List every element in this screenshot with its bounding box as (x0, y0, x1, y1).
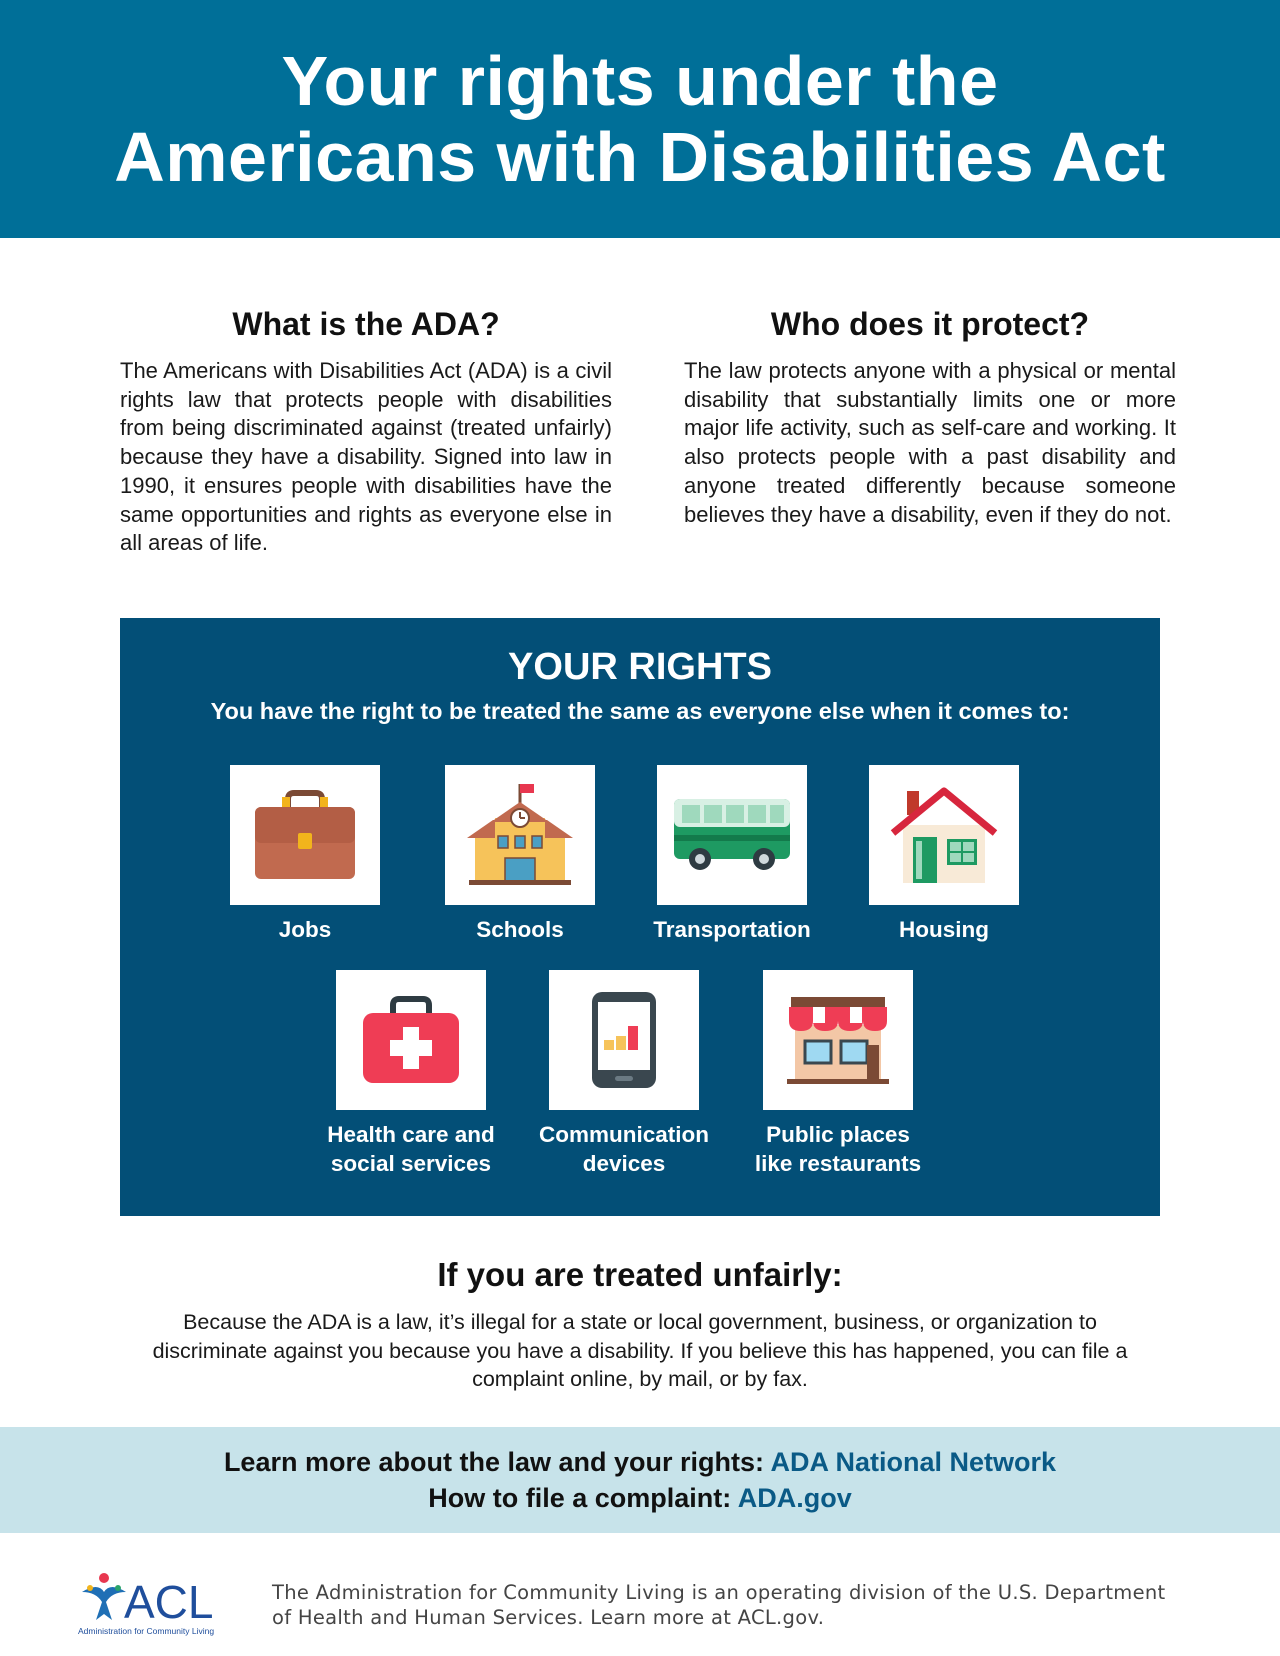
acl-logo (78, 1568, 223, 1638)
title-line-2: Americans with Disabilities Act (114, 118, 1166, 196)
who-protect-heading: Who does it protect? (770, 306, 1090, 342)
rights-item-jobs (230, 765, 380, 944)
who-protect-body: The law protects anyone with a physical or mental disability that substantially limits one or more major life activity, such as self-care and working. It also protects people with a past disability and anyone treated differently because someone believes they have a disability, even if they do not. (684, 358, 1176, 527)
treated-unfairly-section (0, 1256, 1280, 1394)
title-line-1: Your rights under the (281, 42, 999, 120)
housing-label: Housing (899, 917, 989, 942)
public-places-label (738, 1120, 938, 1178)
health-care-label-line-1: Health care and (327, 1122, 495, 1147)
file-complaint-line (428, 1480, 852, 1516)
ada-gov-link[interactable]: ADA.gov (737, 1483, 852, 1513)
who-does-it-protect-section (684, 305, 1176, 529)
what-is-ada-section (120, 305, 612, 558)
rights-item-schools (445, 765, 595, 944)
schools-tile (445, 765, 595, 905)
schools-label: Schools (476, 917, 564, 942)
footer (0, 1560, 1280, 1656)
what-is-ada-body: The Americans with Disabilities Act (ADA) is a civil rights law that protects people with disabilities from being discriminated against (treated unfairly) because they have a disability. Signed into law in 1990, it ensures people with disabilities have the same opportunities and rights as everyone else in all areas of life. (120, 358, 612, 556)
health-care-label-line-2: social services (330, 1151, 492, 1176)
public-places-label-line-2: like restaurants (754, 1151, 922, 1176)
acl-logo-text: ACL (124, 1576, 214, 1628)
house-icon (889, 785, 999, 885)
smartphone-icon (589, 990, 659, 1090)
page-title (114, 43, 1166, 195)
acl-logo-subtext: Administration for Community Living (78, 1626, 215, 1636)
first-aid-kit-icon (361, 995, 461, 1085)
header-banner (0, 0, 1280, 238)
transportation-label: Transportation (653, 917, 811, 942)
communication-devices-tile (549, 970, 699, 1110)
footer-text: The Administration for Community Living is an operating division of the U.S. Department of Health and Human Services. Learn more at ACL.gov. (272, 1581, 1166, 1629)
treated-unfairly-body: Because the ADA is a law, it’s illegal for a state or local government, business, or organization to discriminate against you because you have a disability. If you believe this has happened, you can file a complaint online, by mail, or by fax. (152, 1310, 1128, 1391)
briefcase-icon (250, 785, 360, 885)
school-building-icon (465, 780, 575, 890)
your-rights-subheading: You have the right to be treated the same as everyone else when it comes to: (210, 698, 1070, 724)
bus-icon (670, 795, 794, 875)
treated-unfairly-heading: If you are treated unfairly: (437, 1256, 843, 1293)
file-complaint-prefix: How to file a complaint: (428, 1483, 738, 1513)
public-places-label-line-1: Public places (766, 1122, 910, 1147)
ada-national-network-link[interactable]: ADA National Network (770, 1447, 1057, 1477)
learn-more-line (224, 1444, 1056, 1480)
health-care-tile (336, 970, 486, 1110)
rights-item-housing (869, 765, 1019, 944)
health-care-label (311, 1120, 511, 1178)
public-places-tile (763, 970, 913, 1110)
jobs-tile (230, 765, 380, 905)
what-is-ada-heading: What is the ADA? (232, 306, 500, 342)
communication-label-line-1: Communication (538, 1122, 709, 1147)
your-rights-panel (120, 618, 1160, 1216)
rights-item-transportation (653, 765, 811, 944)
communication-label-line-2: devices (582, 1151, 666, 1176)
rights-item-communication-devices (538, 970, 709, 1178)
rights-item-public-places (754, 970, 922, 1178)
jobs-label: Jobs (278, 917, 332, 942)
rights-item-health-care (327, 970, 495, 1178)
learn-more-banner (0, 1427, 1280, 1533)
housing-tile (869, 765, 1019, 905)
transportation-tile (657, 765, 807, 905)
learn-more-prefix: Learn more about the law and your rights: (223, 1447, 771, 1477)
your-rights-heading: YOUR RIGHTS (508, 646, 772, 688)
storefront-icon (783, 995, 893, 1085)
communication-devices-label (524, 1120, 724, 1178)
